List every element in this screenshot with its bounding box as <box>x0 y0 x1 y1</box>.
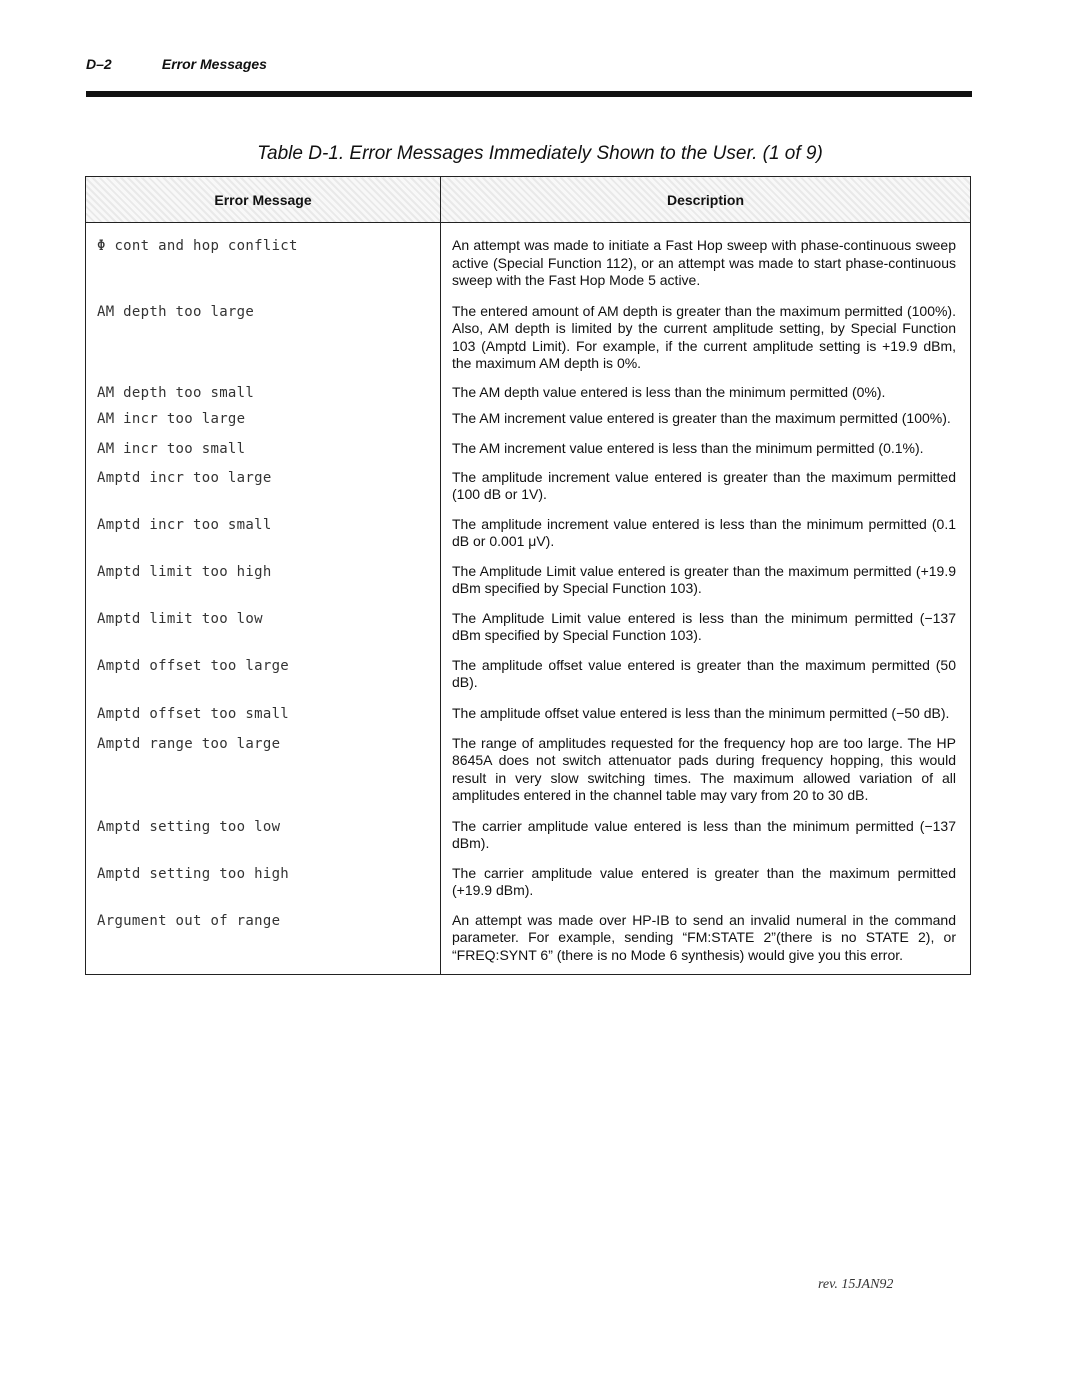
table-row <box>86 645 971 692</box>
error-description: An attempt was made to initiate a Fast Hop sweep with phase-continuous sweep active (Special Function 112), or an attempt was made to start phase-continuous sweep with the Fast Hop Mode 5 active. <box>452 237 956 288</box>
error-message: AM incr too small <box>97 440 246 457</box>
error-message: Amptd limit too high <box>97 563 272 580</box>
table-row <box>86 900 971 975</box>
section-title: Error Messages <box>161 56 267 72</box>
table-row <box>86 504 971 551</box>
table-row <box>86 290 971 373</box>
column-header-error-message: Error Message <box>86 177 441 223</box>
error-description: The amplitude offset value entered is greater than the maximum permitted (50 dB). <box>452 656 956 690</box>
table-row <box>86 853 971 900</box>
error-message: Φ cont and hop conflict <box>97 238 298 254</box>
table-row <box>86 373 971 402</box>
error-description: The range of amplitudes requested for the frequency hop are too large. The HP 8645A does not switch attenuator pads during frequency hopping, this would result in very slow switching times. The maximum allowed variation of all amplitudes entered in the channel table may vary from 20 to 30 dB. <box>452 734 956 803</box>
error-message: Amptd setting too low <box>97 818 281 835</box>
table-row <box>86 223 971 290</box>
error-description: The carrier amplitude value entered is less than the minimum permitted (−137 dBm). <box>452 817 956 851</box>
table-body <box>86 223 971 975</box>
error-message: Amptd range too large <box>97 735 281 752</box>
table-row <box>86 458 971 504</box>
error-messages-table <box>85 176 971 975</box>
header-rule <box>86 91 972 97</box>
error-message: Amptd offset too large <box>97 657 290 674</box>
error-description: The carrier amplitude value entered is greater than the maximum permitted (+19.9 dBm). <box>452 864 956 898</box>
error-description: The Amplitude Limit value entered is greater than the maximum permitted (+19.9 dBm specified by Special Function 103). <box>452 562 956 596</box>
error-description: The amplitude increment value entered is less than the minimum permitted (0.1 dB or 0.001 μV). <box>452 515 956 549</box>
page-header <box>86 56 267 72</box>
error-description: The amplitude offset value entered is less than the minimum permitted (−50 dB). <box>452 704 950 721</box>
error-message: Amptd limit too low <box>97 610 263 627</box>
error-message: AM depth too small <box>97 384 255 401</box>
error-message: Argument out of range <box>97 912 281 929</box>
error-description: The AM increment value entered is greater than the maximum permitted (100%). <box>452 409 951 426</box>
error-description: The amplitude increment value entered is greater than the maximum permitted (100 dB or 1V). <box>452 468 956 502</box>
error-message: Amptd setting too high <box>97 865 290 882</box>
error-description: The AM depth value entered is less than the minimum permitted (0%). <box>452 383 886 400</box>
error-message: Amptd incr too small <box>97 516 272 533</box>
error-message: Amptd incr too large <box>97 469 272 486</box>
table-row <box>86 805 971 853</box>
error-description: The AM increment value entered is less than the minimum permitted (0.1%). <box>452 439 924 456</box>
error-description: The entered amount of AM depth is greater than the maximum permitted (100%). Also, AM depth is limited by the current amplitude setting, by Special Function 103 (Amptd Limit). For example, if the current amplitude setting is +19.9 dBm, the maximum AM depth is 0%. <box>452 302 956 371</box>
column-header-description: Description <box>441 177 971 223</box>
error-message: AM incr too large <box>97 410 246 427</box>
table-row <box>86 598 971 645</box>
table-caption: Table D-1. Error Messages Immediately Shown to the User. (1 of 9) <box>257 143 823 164</box>
table-row <box>86 551 971 598</box>
table-row <box>86 428 971 458</box>
table-row <box>86 723 971 805</box>
page-number: D–2 <box>86 56 112 72</box>
table-row <box>86 692 971 723</box>
error-description: The Amplitude Limit value entered is less than the minimum permitted (−137 dBm specified by Special Function 103). <box>452 609 956 643</box>
table-row <box>86 402 971 428</box>
revision-note: rev. 15JAN92 <box>818 1277 894 1292</box>
error-description: An attempt was made over HP-IB to send an invalid numeral in the command parameter. For example, sending “FM:STATE 2”(there is no STATE 2), or “FREQ:SYNT 6” (there is no Mode 6 synthesis) would give you this error. <box>452 911 956 963</box>
error-message: AM depth too large <box>97 303 255 320</box>
error-message: Amptd offset too small <box>97 705 290 722</box>
